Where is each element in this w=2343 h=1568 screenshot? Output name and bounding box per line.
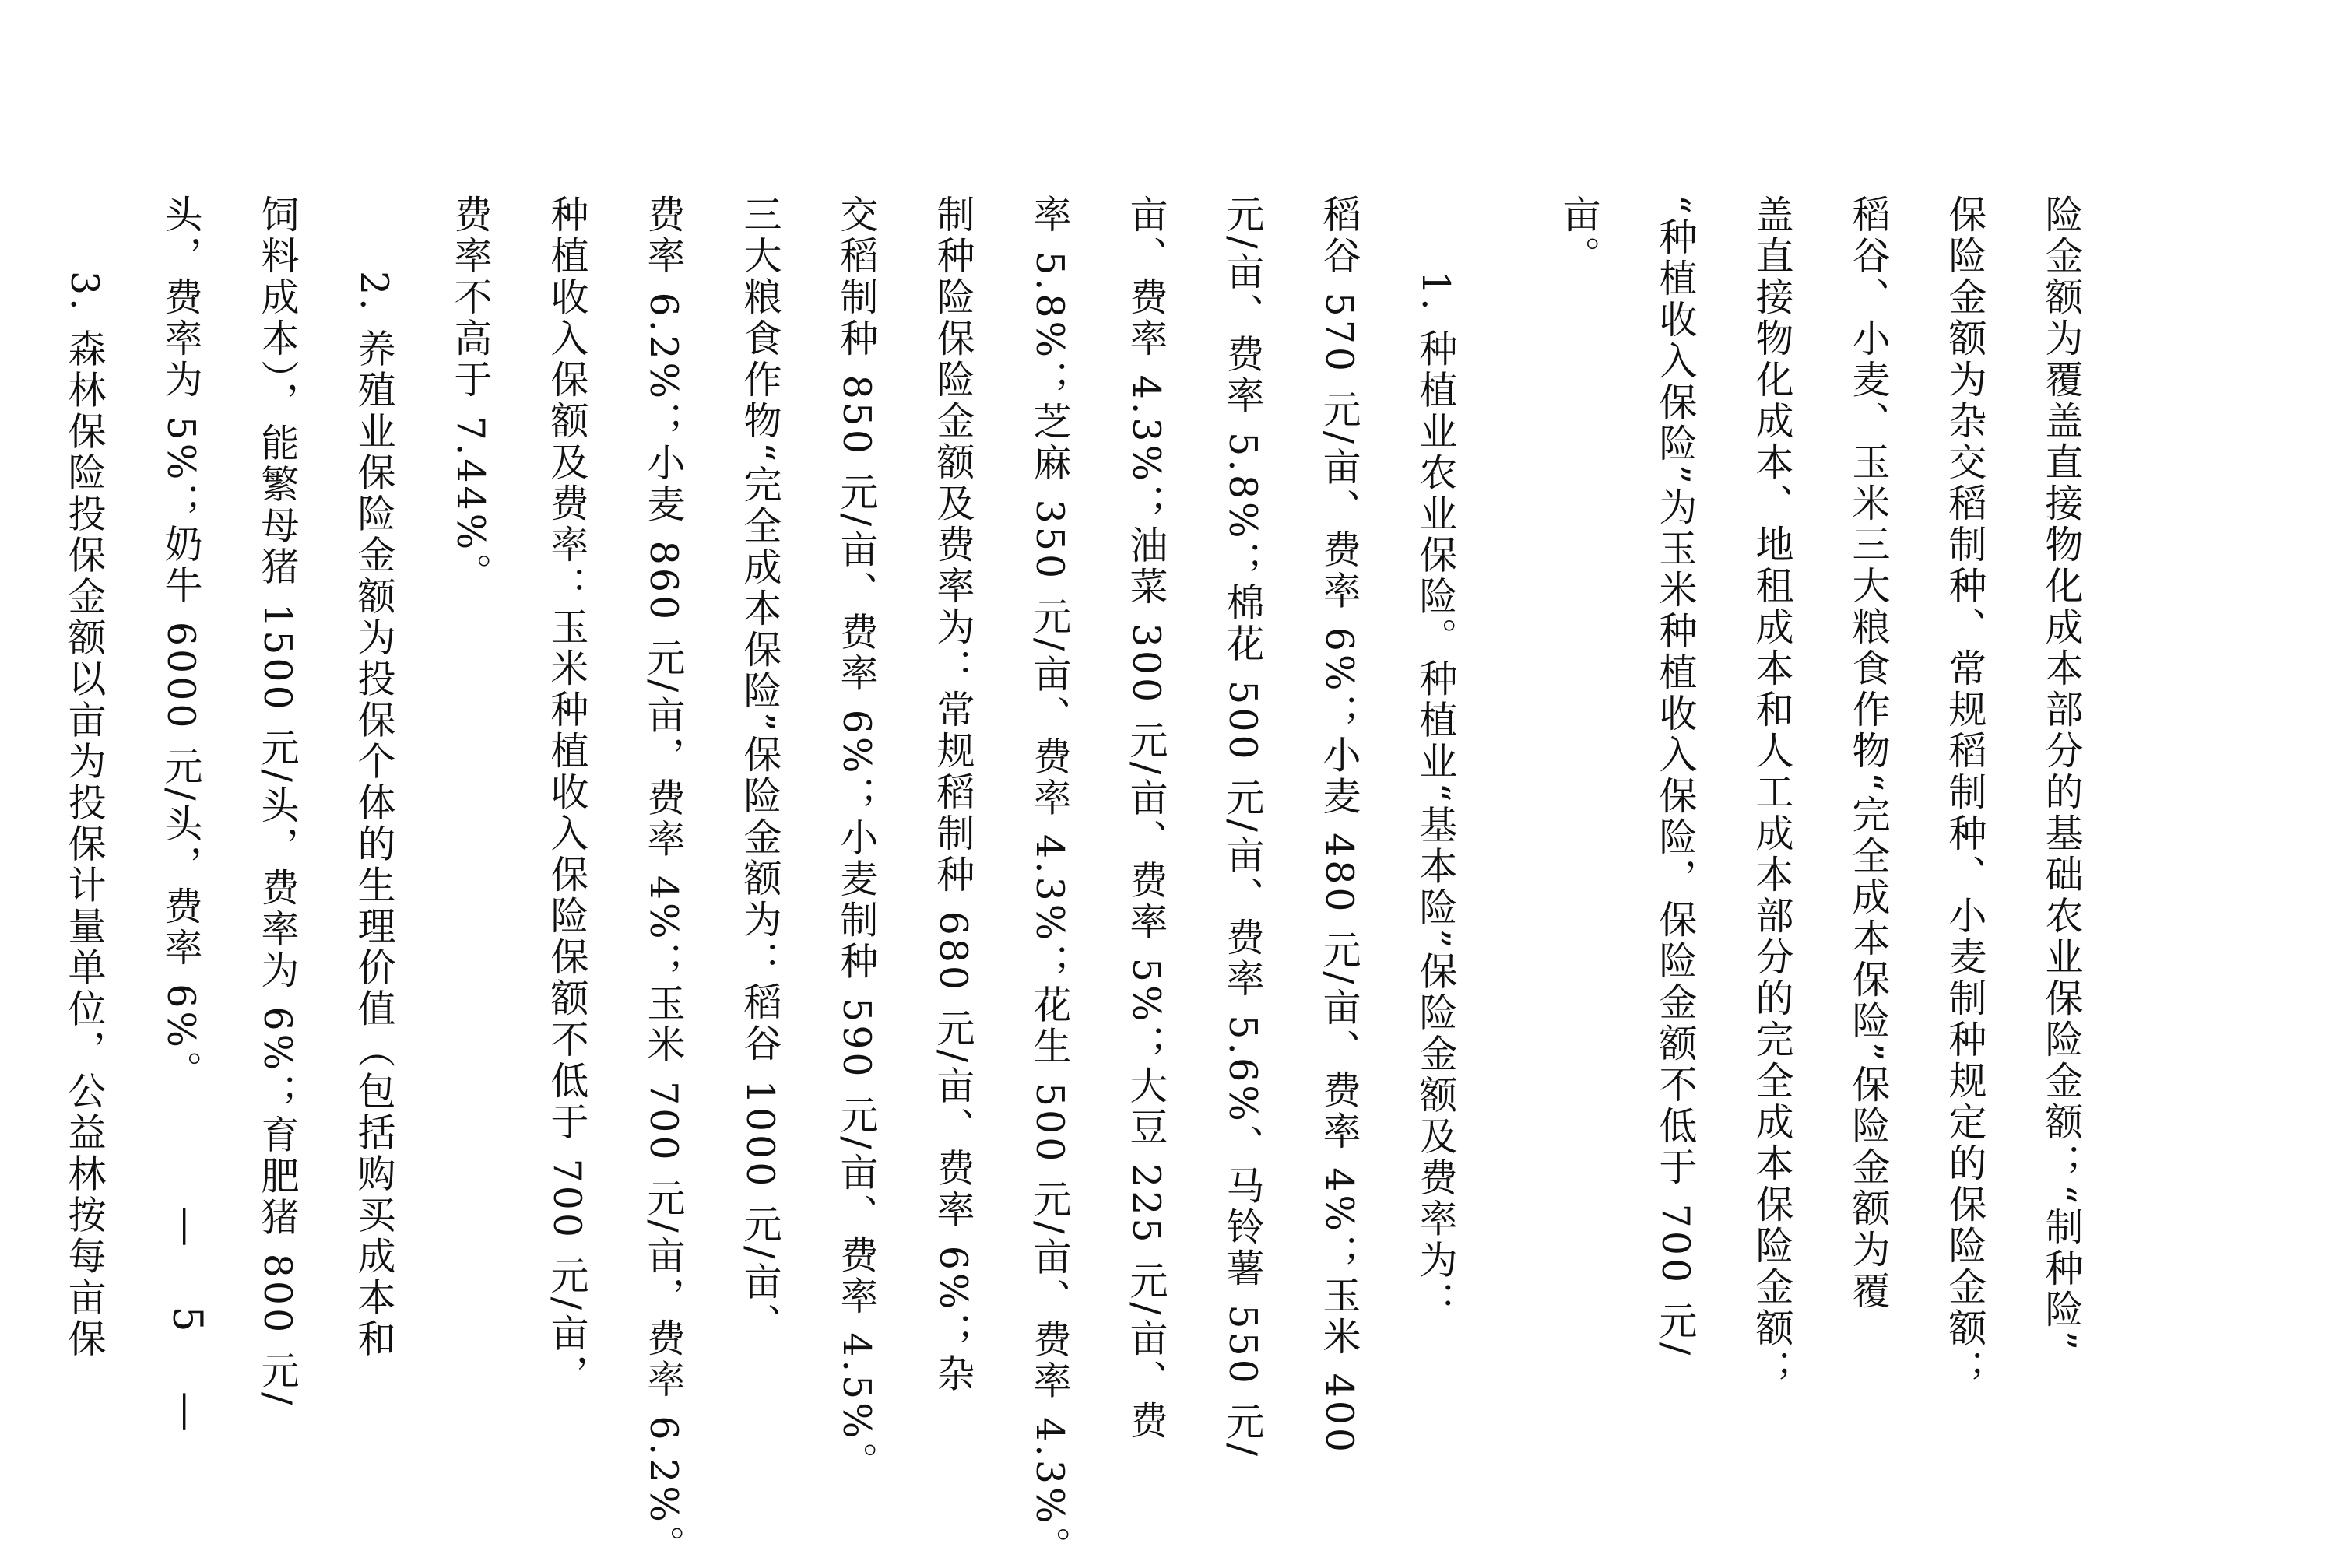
text-line: 三大粮食作物“完全成本保险”保险金额为：稻谷 1000 元/亩、 xyxy=(738,195,782,1345)
text-line: 制种险保险金额及费率为：常规稻制种 680 元/亩、费率 6%；杂 xyxy=(931,195,975,1395)
paragraph-gap xyxy=(1484,195,1530,1408)
body-text xyxy=(36,195,2109,1568)
text-line: 1. 种植业农业保险。种植业“基本险”保险金额及费率为： xyxy=(1414,271,1458,1323)
text-line: 元/亩、费率 5.8%；棉花 500 元/亩、费率 5.6%、马铃薯 550 元/ xyxy=(1221,195,1265,1460)
text-line: 饲料成本），能繁母猪 1500 元/头，费率为 6%；育肥猪 800 元/ xyxy=(255,195,300,1408)
text-line: 亩。 xyxy=(1557,195,1601,277)
text-line: 盖直接物化成本、地租成本和人工成本部分的完全成本保险金额； xyxy=(1750,195,1794,1391)
text-line: 费率 6.2%；小麦 860 元/亩，费率 4%；玉米 700 元/亩，费率 6.2%。 xyxy=(641,195,686,1566)
text-line: 交稻制种 850 元/亩、费率 6%；小麦制种 590 元/亩、费率 4.5%。 xyxy=(834,195,879,1483)
text-line: 头，费率为 5%；奶牛 6000 元/头，费率 6%。 xyxy=(159,195,203,1092)
text-line: 险金额为覆盖直接物化成本部分的基础农业保险金额；“制种险” xyxy=(2039,195,2084,1354)
text-line: “种植收入保险”为玉米种植收入保险，保险金额不低于 700 元/ xyxy=(1653,195,1698,1359)
text-line: 3. 森林保险投保金额以亩为投保计量单位，公益林按每亩保 xyxy=(62,271,107,1360)
text-line: 稻谷 570 元/亩、费率 6%；小麦 480 元/亩、费率 4%；玉米 400 xyxy=(1317,195,1361,1456)
text-line: 2. 养殖业保险金额为投保个体的生理价值（包括购买成本和 xyxy=(352,271,396,1360)
page-number: — 5 — xyxy=(163,1206,210,1456)
text-line: 费率不高于 7.44%。 xyxy=(448,195,493,595)
text-line: 稻谷、小麦、玉米三大粮食作物“完全成本保险”保险金额为覆 xyxy=(1846,195,1891,1313)
text-line: 保险金额为杂交稻制种、常规稻制种、小麦制种规定的保险金额； xyxy=(1943,195,1987,1391)
text-line: 率 5.8%；芝麻 350 元/亩、费率 4.3%；花生 500 元/亩、费率 4.3%。 xyxy=(1027,195,1072,1568)
text-line: 亩、费率 4.3%；油菜 300 元/亩、费率 5%；大豆 225 元/亩、费 xyxy=(1124,195,1168,1442)
text-line: 种植收入保额及费率：玉米种植收入保险保额不低于 700 元/亩， xyxy=(545,195,589,1396)
